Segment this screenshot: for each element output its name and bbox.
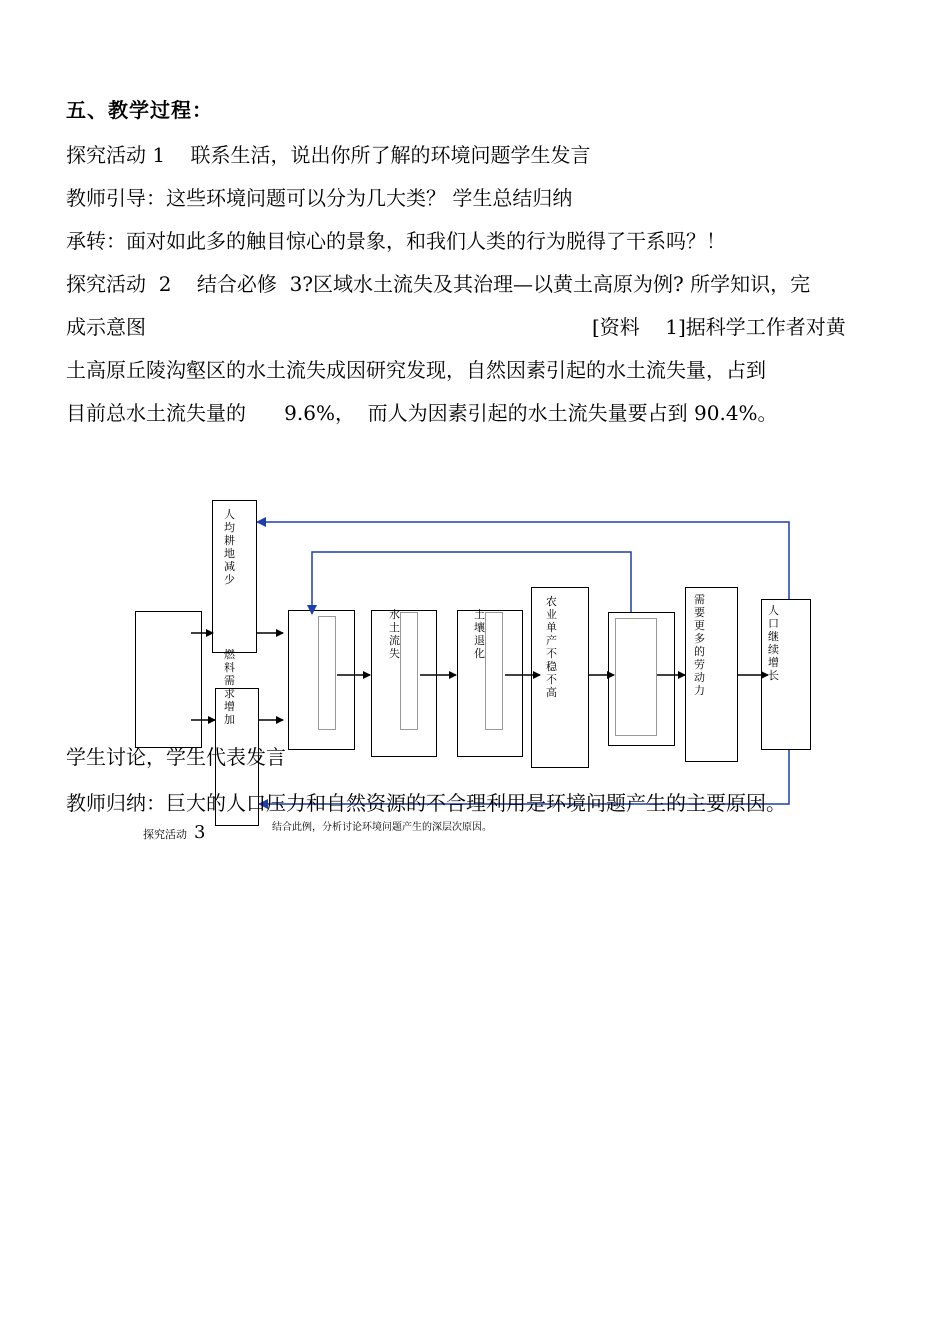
diagram-label-fuel: 燃料需求增加 xyxy=(224,648,235,726)
paragraph-research-finding: 土高原丘陵沟壑区的水土流失成因研究发现，自然因素引起的水土流失量，占到 xyxy=(66,358,766,382)
activity-3-text: 探究活动 xyxy=(143,828,187,841)
diagram-label-erosion: 水土流失 xyxy=(389,608,400,660)
diagram-box-soil-inner xyxy=(485,612,503,730)
paragraph-complete-diagram: 成示意图 xyxy=(66,315,146,339)
paragraph-student-discussion: 学生讨论，学生代表发言 xyxy=(66,745,286,769)
diagram-label-labor: 需要更多的劳动力 xyxy=(694,593,705,697)
section-heading: 五、教学过程： xyxy=(66,98,213,122)
diagram-blank-box-3-inner xyxy=(615,618,657,736)
diagram-blank-box-1 xyxy=(135,611,202,748)
paragraph-activity-1: 探究活动 1 联系生活，说出你所了解的环境问题学生发言 xyxy=(66,143,591,167)
diagram-label-soil: 土壤退化 xyxy=(474,608,485,660)
paragraph-activity-2: 探究活动 2 结合必修 3?区域水土流失及其治理—以黄土高原为例? 所学知识，完 xyxy=(66,272,811,296)
diagram-box-agri xyxy=(531,587,589,768)
diagram-blank-box-2-inner xyxy=(318,616,336,730)
activity-3-number: 3 xyxy=(194,822,206,843)
material-reference: [资料 1]据科学工作者对黄 xyxy=(592,315,846,339)
paragraph-teacher-guide: 教师引导：这些环境问题可以分为几大类？ 学生总结归纳 xyxy=(66,186,573,210)
diagram-box-erosion-inner xyxy=(400,612,418,730)
paragraph-transition: 承转：面对如此多的触目惊心的景象，和我们人类的行为脱得了干系吗？！ xyxy=(66,229,726,253)
diagram-label-agri: 农业单产不稳不高 xyxy=(546,595,557,699)
diagram-label-population: 人口继续增长 xyxy=(768,604,779,682)
diagram-box-labor xyxy=(685,587,738,762)
activity-3-label xyxy=(143,822,205,843)
diagram-label-farmland: 人均耕地减少 xyxy=(224,508,235,586)
paragraph-teacher-summary: 教师归纳：巨大的人口压力和自然资源的不合理利用是环境问题产生的主要原因。 xyxy=(66,791,786,815)
paragraph-percentages: 目前总水土流失量的 9.6%， 而人为因素引起的水土流失量要占到 90.4%。 xyxy=(66,401,778,425)
activity-3-description: 结合此例，分析讨论环境问题产生的深层次原因。 xyxy=(272,822,492,833)
